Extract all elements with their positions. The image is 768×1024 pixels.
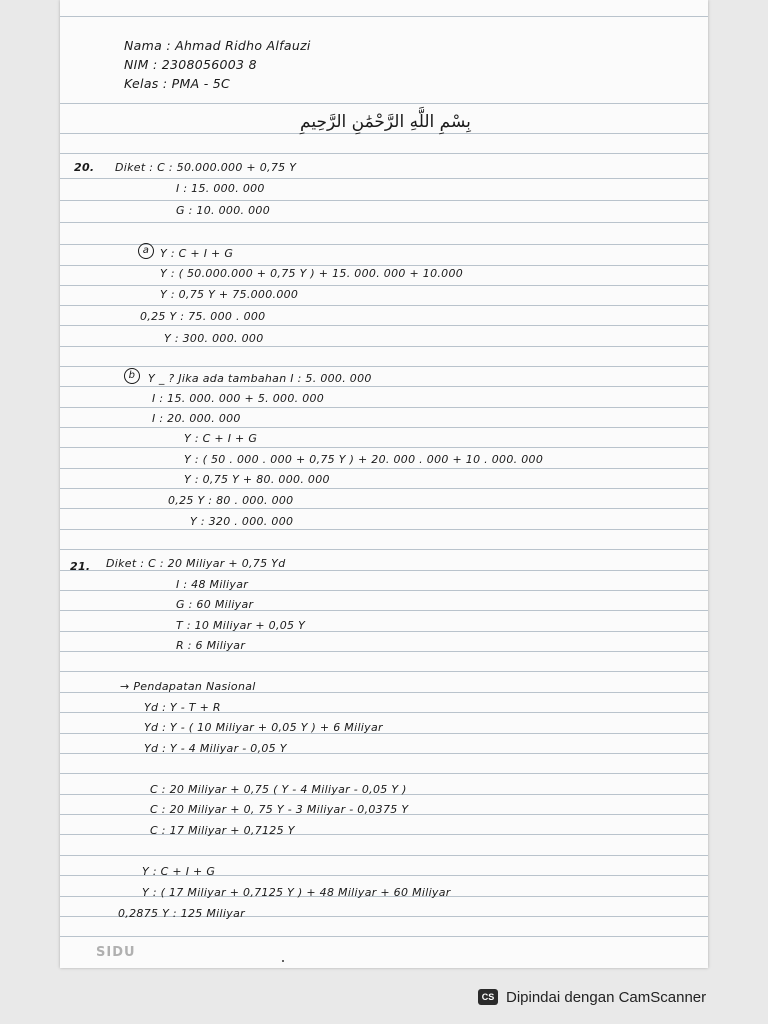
student-class: Kelas : PMA - 5C bbox=[124, 76, 231, 91]
q21-given-c: Diket : C : 20 Miliyar + 0,75 Yd bbox=[106, 557, 286, 570]
q21-y-line-2: Y : ( 17 Miliyar + 0,7125 Y ) + 48 Miliyar + 60 Miliyar bbox=[142, 886, 451, 899]
question-number-21: 21. bbox=[70, 560, 91, 573]
student-nim: NIM : 2308056003 8 bbox=[124, 57, 257, 72]
q21-given-i: I : 48 Miliyar bbox=[176, 578, 249, 591]
q21-c-line-2: C : 20 Miliyar + 0, 75 Y - 3 Miliyar - 0,0375 Y bbox=[150, 803, 409, 816]
q20-a-line-3: Y : 0,75 Y + 75.000.000 bbox=[160, 288, 299, 301]
q21-yd-line-3: Yd : Y - 4 Miliyar - 0,05 Y bbox=[144, 742, 287, 755]
q21-given-r: R : 6 Miliyar bbox=[176, 639, 246, 652]
q20-part-a-marker: a bbox=[138, 243, 158, 259]
q21-y-line-3: 0,2875 Y : 125 Miliyar bbox=[118, 907, 245, 920]
camscanner-watermark bbox=[478, 980, 706, 1014]
notebook-page bbox=[60, 0, 708, 968]
notebook-brand-logo: SIDU bbox=[96, 945, 136, 960]
q20-b-line-3: I : 20. 000. 000 bbox=[152, 412, 241, 425]
q21-yd-line-1: Yd : Y - T + R bbox=[144, 701, 221, 714]
q20-given-g: G : 10. 000. 000 bbox=[176, 204, 270, 217]
q20-given-c: Diket : C : 50.000.000 + 0,75 Y bbox=[115, 161, 297, 174]
q21-y-line-1: Y : C + I + G bbox=[142, 865, 216, 878]
q20-a-line-4: 0,25 Y : 75. 000 . 000 bbox=[140, 310, 266, 323]
q21-given-g: G : 60 Miliyar bbox=[176, 598, 254, 611]
q21-given-t: T : 10 Miliyar + 0,05 Y bbox=[176, 619, 306, 632]
camscanner-icon: CS bbox=[478, 989, 498, 1005]
q20-a-line-1: Y : C + I + G bbox=[160, 247, 234, 260]
q21-yd-line-2: Yd : Y - ( 10 Miliyar + 0,05 Y ) + 6 Miliyar bbox=[144, 721, 383, 734]
q20-b-line-5: Y : ( 50 . 000 . 000 + 0,75 Y ) + 20. 000 . 000 + 10 . 000. 000 bbox=[184, 453, 544, 466]
question-number-20: 20. bbox=[74, 161, 95, 174]
q21-national-income-heading: → Pendapatan Nasional bbox=[120, 680, 256, 693]
q20-b-line-7: 0,25 Y : 80 . 000. 000 bbox=[168, 494, 294, 507]
camscanner-text: Dipindai dengan CamScanner bbox=[506, 988, 707, 1006]
q21-c-line-3: C : 17 Miliyar + 0,7125 Y bbox=[150, 824, 295, 837]
q20-b-line-4: Y : C + I + G bbox=[184, 432, 258, 445]
q20-b-line-8: Y : 320 . 000. 000 bbox=[190, 515, 294, 528]
q21-c-line-1: C : 20 Miliyar + 0,75 ( Y - 4 Miliyar - 0,05 Y ) bbox=[150, 783, 407, 796]
basmala-calligraphy: بِسْمِ اللَّهِ الرَّحْمَٰنِ الرَّحِيمِ bbox=[300, 112, 471, 132]
q20-b-line-6: Y : 0,75 Y + 80. 000. 000 bbox=[184, 473, 330, 486]
q20-b-line-1: Y _ ? Jika ada tambahan I : 5. 000. 000 bbox=[148, 372, 372, 385]
student-name: Nama : Ahmad Ridho Alfauzi bbox=[124, 38, 311, 53]
q20-a-line-5: Y : 300. 000. 000 bbox=[164, 332, 264, 345]
ink-dot bbox=[282, 960, 284, 962]
q20-b-line-2: I : 15. 000. 000 + 5. 000. 000 bbox=[152, 392, 325, 405]
q20-part-b-marker: b bbox=[124, 368, 144, 384]
q20-a-line-2: Y : ( 50.000.000 + 0,75 Y ) + 15. 000. 000 + 10.000 bbox=[160, 267, 464, 280]
q20-given-i: I : 15. 000. 000 bbox=[176, 182, 265, 195]
